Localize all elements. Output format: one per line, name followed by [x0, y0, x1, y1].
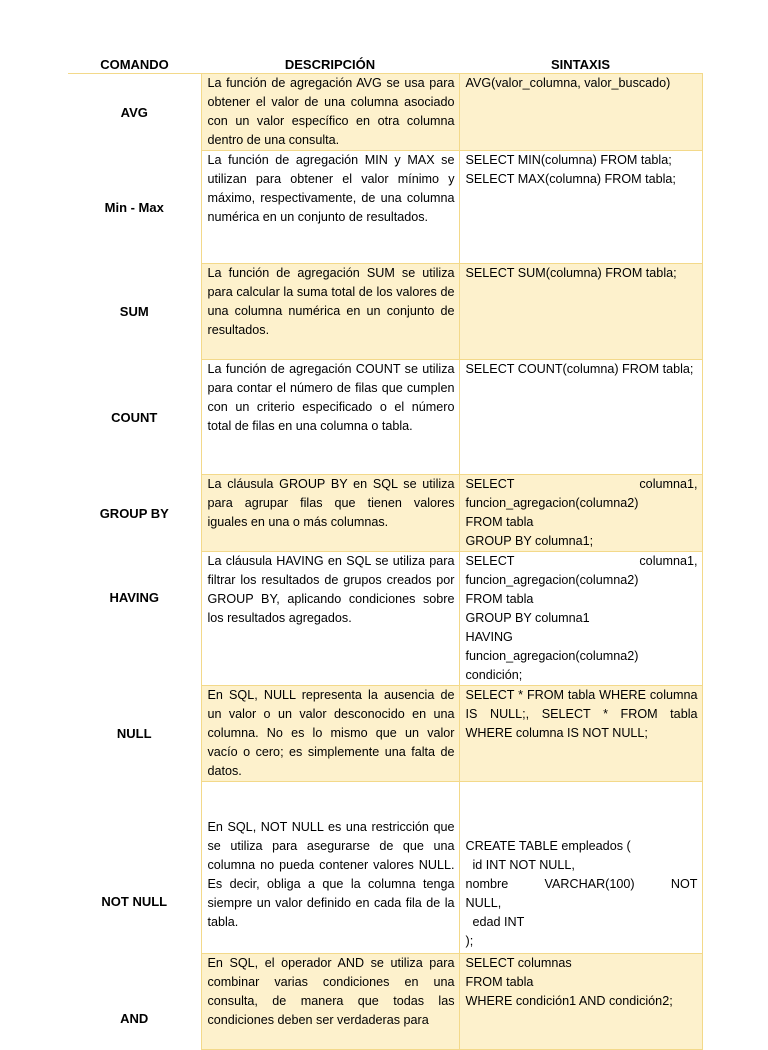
syntax-line: nombre VARCHAR(100) NOT — [465, 877, 698, 891]
syntax-cell: SELECT * FROM tabla WHERE columna IS NULL;, SELECT * FROM tabla WHERE columna IS NOT NULL; — [459, 686, 702, 782]
syntax-cell — [459, 264, 702, 360]
command-cell: COUNT — [68, 360, 201, 475]
description-cell: La función de agregación COUNT se utiliza para contar el número de filas que cumplen con un criterio especificado o el número total de filas en una columna o tabla. — [201, 360, 459, 475]
syntax-line: funcion_agregacion(columna2) — [465, 573, 639, 587]
header-description: DESCRIPCIÓN — [201, 55, 459, 74]
syntax-line: ); — [465, 934, 474, 948]
description-cell: La función de agregación SUM se utiliza para calcular la suma total de los valores de una columna numérica en un conjunto de resultados. — [201, 264, 459, 360]
command-cell: SUM — [68, 264, 201, 360]
syntax-line: WHERE condición1 AND condición2; — [465, 994, 673, 1008]
syntax-line: SELECT MIN(columna) FROM tabla; — [465, 153, 672, 167]
command-cell: AND — [68, 954, 201, 1050]
row-group-by — [68, 475, 702, 552]
syntax-line: SELECT columna1, — [465, 477, 698, 491]
syntax-line: SELECT SUM(columna) FROM tabla; — [465, 266, 677, 280]
syntax-line: SELECT COUNT(columna) FROM tabla; — [465, 362, 694, 376]
description-cell: La cláusula HAVING en SQL se utiliza para filtrar los resultados de grupos creados por GROUP BY, aplicando condiciones sobre los resultados agregados. — [201, 552, 459, 686]
command-cell: GROUP BY — [68, 475, 201, 552]
header-row — [68, 55, 702, 74]
syntax-line: SELECT MAX(columna) FROM tabla; — [465, 172, 676, 186]
syntax-line: AVG(valor_columna, valor_buscado) — [465, 76, 671, 90]
syntax-line: HAVING — [465, 630, 513, 644]
syntax-line: FROM tabla — [465, 975, 534, 989]
syntax-cell — [459, 954, 702, 1050]
row-count — [68, 360, 702, 475]
row-avg — [68, 74, 702, 151]
row-null — [68, 686, 702, 782]
syntax-cell — [459, 151, 702, 264]
syntax-line: GROUP BY columna1; — [465, 534, 594, 548]
syntax-line: FROM tabla — [465, 515, 534, 529]
syntax-cell — [459, 475, 702, 552]
command-cell: NOT NULL — [68, 782, 201, 954]
row-min-max — [68, 151, 702, 264]
syntax-cell — [459, 782, 702, 954]
command-cell: NULL — [68, 686, 201, 782]
command-cell: AVG — [68, 74, 201, 151]
syntax-line: edad INT — [465, 915, 525, 929]
description-cell: La función de agregación MIN y MAX se utilizan para obtener el valor mínimo y máximo, respectivamente, de una columna numérica en un conjunto de resultados. — [201, 151, 459, 264]
commands-table — [68, 55, 703, 1050]
command-cell: HAVING — [68, 552, 201, 686]
header-syntax: SINTAXIS — [459, 55, 702, 74]
syntax-line: SELECT columna1, — [465, 554, 698, 568]
description-cell: En SQL, NULL representa la ausencia de un valor o un valor desconocido en una columna. No es lo mismo que un valor vacío o cero; es simplemente una falta de datos. — [201, 686, 459, 782]
syntax-line: FROM tabla — [465, 592, 534, 606]
syntax-line: funcion_agregacion(columna2) — [465, 649, 639, 663]
row-sum — [68, 264, 702, 360]
description-cell: La función de agregación AVG se usa para obtener el valor de una columna asociado con un valor específico en otra columna dentro de una consulta. — [201, 74, 459, 151]
syntax-line: condición; — [465, 668, 523, 682]
description-cell: En SQL, el operador AND se utiliza para combinar varias condiciones en una consulta, de manera que todas las condiciones deben ser verdaderas para — [201, 954, 459, 1050]
syntax-line: NULL, — [465, 896, 502, 910]
syntax-line: funcion_agregacion(columna2) — [465, 496, 639, 510]
syntax-cell — [459, 74, 702, 151]
header-command: COMANDO — [68, 55, 201, 74]
syntax-line: SELECT columnas — [465, 956, 572, 970]
description-cell: En SQL, NOT NULL es una restricción que se utiliza para asegurarse de que una columna no pueda contener valores NULL. Es decir, obliga a que la columna tenga siempre un valor definido en cada fila de la tabla. — [201, 782, 459, 954]
syntax-cell — [459, 360, 702, 475]
syntax-line: CREATE TABLE empleados ( — [465, 839, 631, 853]
row-having — [68, 552, 702, 686]
description-cell: La cláusula GROUP BY en SQL se utiliza para agrupar filas que tienen valores iguales en una o más columnas. — [201, 475, 459, 552]
row-and — [68, 954, 702, 1050]
command-cell: Min - Max — [68, 151, 201, 264]
row-not-null — [68, 782, 702, 954]
syntax-cell — [459, 552, 702, 686]
syntax-line: GROUP BY columna1 — [465, 611, 590, 625]
syntax-line: id INT NOT NULL, — [465, 858, 575, 872]
